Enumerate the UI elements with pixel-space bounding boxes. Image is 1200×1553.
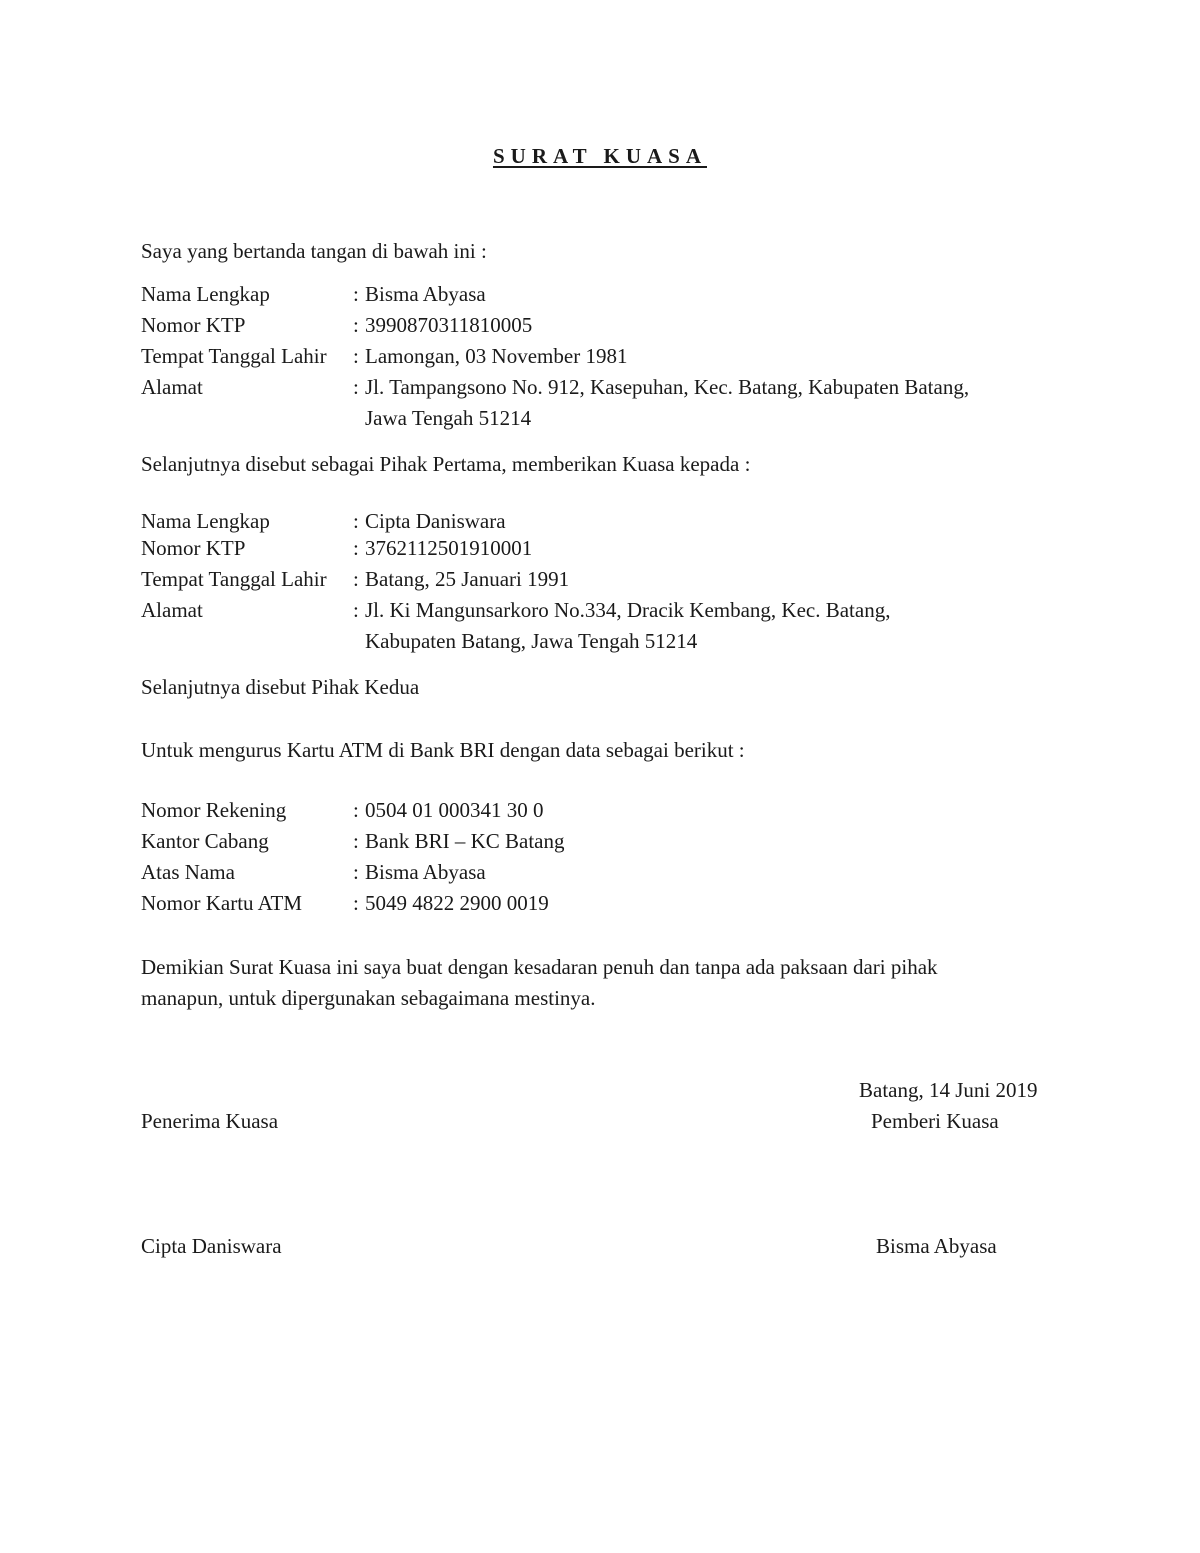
- field-value: 0504 01 000341 30 0: [365, 798, 544, 822]
- penerima-kuasa-name: Cipta Daniswara: [141, 1234, 282, 1258]
- closing-paragraph-line-1: Demikian Surat Kuasa ini saya buat dengan kesadaran penuh dan tanpa ada paksaan dari pihak: [141, 955, 938, 979]
- field-label: Tempat Tanggal Lahir: [141, 567, 327, 591]
- field-label: Atas Nama: [141, 860, 235, 884]
- field-label: Alamat: [141, 598, 203, 622]
- field-separator: :: [353, 598, 359, 622]
- field-separator: :: [353, 282, 359, 306]
- field-label: Nama Lengkap: [141, 282, 270, 306]
- pihak-kedua-alamat-continuation: Kabupaten Batang, Jawa Tengah 51214: [365, 629, 698, 653]
- field-value: Cipta Daniswara: [365, 509, 506, 533]
- field-value: Jl. Tampangsono No. 912, Kasepuhan, Kec. Batang, Kabupaten Batang,: [365, 375, 970, 399]
- place-date: Batang, 14 Juni 2019: [859, 1078, 1038, 1102]
- penerima-kuasa-label: Penerima Kuasa: [141, 1109, 279, 1133]
- field-separator: :: [353, 536, 359, 560]
- field-value: 3762112501910001: [365, 536, 533, 560]
- field-value: Batang, 25 Januari 1991: [365, 567, 570, 591]
- field-separator: :: [353, 375, 359, 399]
- document-title: SURAT KUASA: [492, 144, 707, 168]
- field-label: Nomor Rekening: [141, 798, 287, 822]
- intro-text: Saya yang bertanda tangan di bawah ini :: [141, 239, 487, 263]
- field-separator: :: [353, 313, 359, 337]
- pihak-pertama-alamat-continuation: Jawa Tengah 51214: [365, 406, 532, 430]
- field-label: Alamat: [141, 375, 203, 399]
- field-label: Kantor Cabang: [141, 829, 269, 853]
- closing-paragraph-line-2: manapun, untuk dipergunakan sebagaimana mestinya.: [141, 986, 596, 1010]
- field-separator: :: [353, 798, 359, 822]
- field-separator: :: [353, 509, 359, 533]
- field-value: Bisma Abyasa: [365, 860, 486, 884]
- field-separator: :: [353, 860, 359, 884]
- field-separator: :: [353, 829, 359, 853]
- field-label: Nomor KTP: [141, 313, 246, 337]
- field-separator: :: [353, 891, 359, 915]
- field-value: Lamongan, 03 November 1981: [365, 344, 628, 368]
- pemberi-kuasa-label: Pemberi Kuasa: [871, 1109, 999, 1133]
- field-value: Bisma Abyasa: [365, 282, 486, 306]
- purpose-text: Untuk mengurus Kartu ATM di Bank BRI dengan data sebagai berikut :: [141, 738, 745, 762]
- field-separator: :: [353, 567, 359, 591]
- field-value: 5049 4822 2900 0019: [365, 891, 549, 915]
- pihak-pertama-note: Selanjutnya disebut sebagai Pihak Pertama, memberikan Kuasa kepada :: [141, 452, 751, 476]
- field-separator: :: [353, 344, 359, 368]
- pihak-kedua-note: Selanjutnya disebut Pihak Kedua: [141, 675, 420, 699]
- field-label: Nama Lengkap: [141, 509, 270, 533]
- pemberi-kuasa-name: Bisma Abyasa: [876, 1234, 997, 1258]
- field-label: Nomor KTP: [141, 536, 246, 560]
- field-label: Nomor Kartu ATM: [141, 891, 302, 915]
- field-value: Jl. Ki Mangunsarkoro No.334, Dracik Kembang, Kec. Batang,: [365, 598, 891, 622]
- field-value: Bank BRI – KC Batang: [365, 829, 565, 853]
- field-value: 3990870311810005: [365, 313, 533, 337]
- field-label: Tempat Tanggal Lahir: [141, 344, 327, 368]
